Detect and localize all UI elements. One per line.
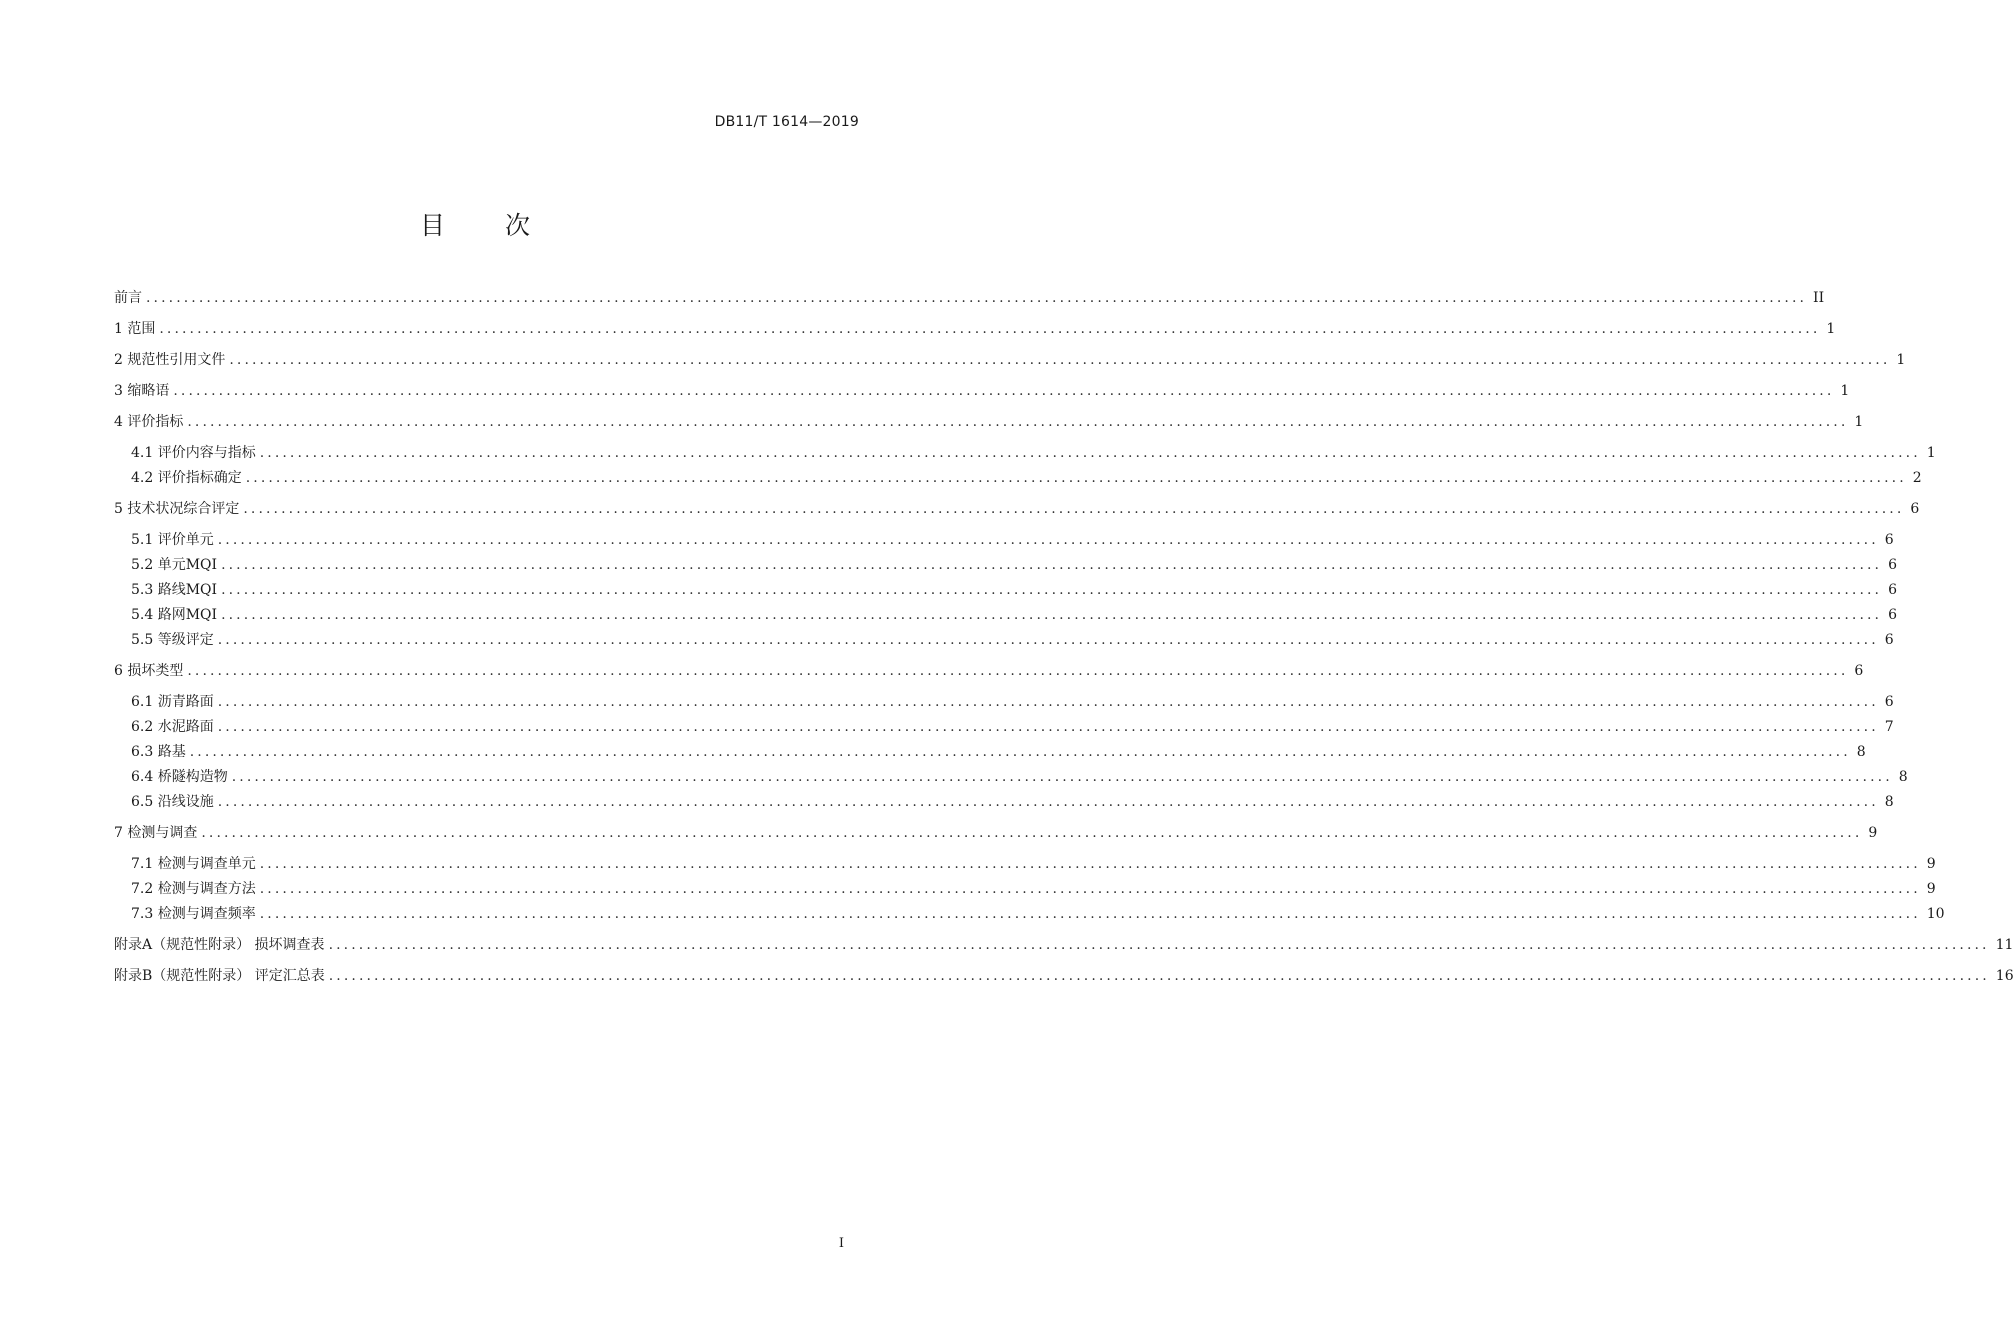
toc-title-char-2: 次 bbox=[504, 211, 530, 240]
toc-dot-leader: ............................................................................................................................................................................................................................ bbox=[259, 445, 1921, 461]
toc-entry-page: 2 bbox=[1912, 470, 1922, 486]
toc-entry-page: 11 bbox=[1995, 937, 2014, 953]
toc-entry-label: 4 评价指标 bbox=[114, 414, 184, 430]
toc-entry-page: 8 bbox=[1856, 744, 1866, 760]
toc-dot-leader: ............................................................................................................................................................................................................................ bbox=[229, 352, 1891, 368]
toc-entry[interactable] bbox=[131, 467, 1922, 487]
toc-entry[interactable] bbox=[114, 380, 1850, 400]
toc-entry[interactable] bbox=[114, 349, 1906, 369]
toc-entry-page: 9 bbox=[1926, 881, 1936, 897]
toc-entry[interactable] bbox=[131, 878, 1936, 898]
toc-entry-label: 2 规范性引用文件 bbox=[114, 352, 226, 368]
toc-entry[interactable] bbox=[131, 691, 1894, 711]
toc-entry[interactable] bbox=[131, 442, 1936, 462]
toc-entry[interactable] bbox=[131, 604, 1898, 624]
toc-entry-label: 5 技术状况综合评定 bbox=[114, 501, 240, 517]
toc-entry[interactable] bbox=[114, 822, 1878, 842]
toc-entry[interactable] bbox=[114, 411, 1864, 431]
toc-entry-label: 7 检测与调查 bbox=[114, 825, 198, 841]
toc-entry[interactable] bbox=[131, 853, 1936, 873]
toc-entry-page: 16 bbox=[1995, 968, 2014, 984]
toc-entry-page: II bbox=[1813, 290, 1825, 306]
toc-entry-label: 1 范围 bbox=[114, 321, 156, 337]
toc-entry-page: 1 bbox=[1840, 383, 1850, 399]
toc-dot-leader: ............................................................................................................................................................................................................................ bbox=[221, 582, 1883, 598]
toc-dot-leader: ............................................................................................................................................................................................................................ bbox=[231, 769, 1893, 785]
toc-dot-leader: ............................................................................................................................................................................................................................ bbox=[221, 557, 1883, 573]
toc-dot-leader: ............................................................................................................................................................................................................................ bbox=[187, 663, 1849, 679]
toc-entry-page: 9 bbox=[1926, 856, 1936, 872]
toc-entry-page: 10 bbox=[1926, 906, 1945, 922]
toc-entry-label: 6 损坏类型 bbox=[114, 663, 184, 679]
toc-dot-leader: ............................................................................................................................................................................................................................ bbox=[173, 383, 1835, 399]
toc-dot-leader: ............................................................................................................................................................................................................................ bbox=[259, 856, 1921, 872]
toc-entry-label: 5.4 路网MQI bbox=[131, 607, 218, 623]
toc-entry-page: 6 bbox=[1884, 532, 1894, 548]
toc-entry-label: 3 缩略语 bbox=[114, 383, 170, 399]
toc-dot-leader: ............................................................................................................................................................................................................................ bbox=[243, 501, 1905, 517]
toc-entry[interactable] bbox=[114, 498, 1920, 518]
toc-entry[interactable] bbox=[131, 629, 1894, 649]
toc-entry[interactable] bbox=[131, 529, 1894, 549]
toc-entry-label: 4.2 评价指标确定 bbox=[131, 470, 242, 486]
toc-dot-leader: ............................................................................................................................................................................................................................ bbox=[217, 632, 1879, 648]
toc-entry-page: 6 bbox=[1884, 632, 1894, 648]
toc-entry[interactable] bbox=[131, 554, 1898, 574]
toc-entry-page: 6 bbox=[1888, 582, 1898, 598]
toc-entry-page: 6 bbox=[1910, 501, 1920, 517]
toc-dot-leader: ............................................................................................................................................................................................................................ bbox=[146, 290, 1808, 306]
toc-entry-page: 1 bbox=[1926, 445, 1936, 461]
toc-title-char-1: 目 bbox=[420, 211, 446, 240]
toc-entry[interactable] bbox=[114, 287, 1825, 307]
toc-dot-leader: ............................................................................................................................................................................................................................ bbox=[159, 321, 1821, 337]
toc-entry[interactable] bbox=[131, 903, 1945, 923]
toc-dot-leader: ............................................................................................................................................................................................................................ bbox=[328, 937, 1990, 953]
toc-entry-label: 4.1 评价内容与指标 bbox=[131, 445, 256, 461]
toc-entry[interactable] bbox=[114, 934, 2014, 954]
toc-entry-label: 附录B（规范性附录） 评定汇总表 bbox=[114, 968, 325, 984]
toc-dot-leader: ............................................................................................................................................................................................................................ bbox=[217, 532, 1879, 548]
toc-dot-leader: ............................................................................................................................................................................................................................ bbox=[217, 719, 1879, 735]
toc-entry-label: 5.1 评价单元 bbox=[131, 532, 214, 548]
toc-entry[interactable] bbox=[114, 318, 1836, 338]
toc-entry[interactable] bbox=[131, 791, 1894, 811]
toc-entry-page: 8 bbox=[1898, 769, 1908, 785]
toc-entry-page: 6 bbox=[1884, 694, 1894, 710]
toc-entry-page: 6 bbox=[1854, 663, 1864, 679]
toc-entry-label: 5.3 路线MQI bbox=[131, 582, 218, 598]
toc-dot-leader: ............................................................................................................................................................................................................................ bbox=[259, 906, 1921, 922]
toc-entry[interactable] bbox=[114, 660, 1864, 680]
toc-dot-leader: ............................................................................................................................................................................................................................ bbox=[221, 607, 1883, 623]
toc-entry-label: 6.2 水泥路面 bbox=[131, 719, 214, 735]
toc-entry-label: 6.1 沥青路面 bbox=[131, 694, 214, 710]
toc-entry-label: 6.5 沿线设施 bbox=[131, 794, 214, 810]
toc-entry-label: 5.5 等级评定 bbox=[131, 632, 214, 648]
toc-dot-leader: ............................................................................................................................................................................................................................ bbox=[217, 694, 1879, 710]
toc-dot-leader: ............................................................................................................................................................................................................................ bbox=[217, 794, 1879, 810]
page-number: I bbox=[838, 1236, 844, 1251]
toc-entry[interactable] bbox=[131, 579, 1898, 599]
toc-dot-leader: ............................................................................................................................................................................................................................ bbox=[259, 881, 1921, 897]
toc-dot-leader: ............................................................................................................................................................................................................................ bbox=[201, 825, 1863, 841]
toc-entry-page: 6 bbox=[1888, 557, 1898, 573]
toc-entry-label: 5.2 单元MQI bbox=[131, 557, 218, 573]
toc-entry[interactable] bbox=[131, 716, 1894, 736]
toc-entry-page: 1 bbox=[1826, 321, 1836, 337]
toc-dot-leader: ............................................................................................................................................................................................................................ bbox=[328, 968, 1990, 984]
toc-entry-page: 9 bbox=[1868, 825, 1878, 841]
toc-entry[interactable] bbox=[114, 965, 2014, 985]
toc-entry[interactable] bbox=[131, 741, 1866, 761]
toc-entry-page: 6 bbox=[1888, 607, 1898, 623]
toc-entry-page: 8 bbox=[1884, 794, 1894, 810]
toc-dot-leader: ............................................................................................................................................................................................................................ bbox=[189, 744, 1851, 760]
toc-dot-leader: ............................................................................................................................................................................................................................ bbox=[187, 414, 1849, 430]
toc-entry-page: 1 bbox=[1854, 414, 1864, 430]
toc-entry-label: 前言 bbox=[114, 290, 142, 306]
toc-entry[interactable] bbox=[131, 766, 1908, 786]
toc-entry-label: 6.3 路基 bbox=[131, 744, 186, 760]
toc-entry-label: 7.1 检测与调查单元 bbox=[131, 856, 256, 872]
toc-entry-label: 7.2 检测与调查方法 bbox=[131, 881, 256, 897]
document-code: DB11/T 1614—2019 bbox=[714, 114, 859, 130]
toc-entry-page: 1 bbox=[1896, 352, 1906, 368]
toc-dot-leader: ............................................................................................................................................................................................................................ bbox=[245, 470, 1907, 486]
toc-entry-page: 7 bbox=[1884, 719, 1894, 735]
toc-entry-label: 附录A（规范性附录） 损坏调查表 bbox=[114, 937, 325, 953]
toc-entry-label: 6.4 桥隧构造物 bbox=[131, 769, 228, 785]
toc-entry-label: 7.3 检测与调查频率 bbox=[131, 906, 256, 922]
